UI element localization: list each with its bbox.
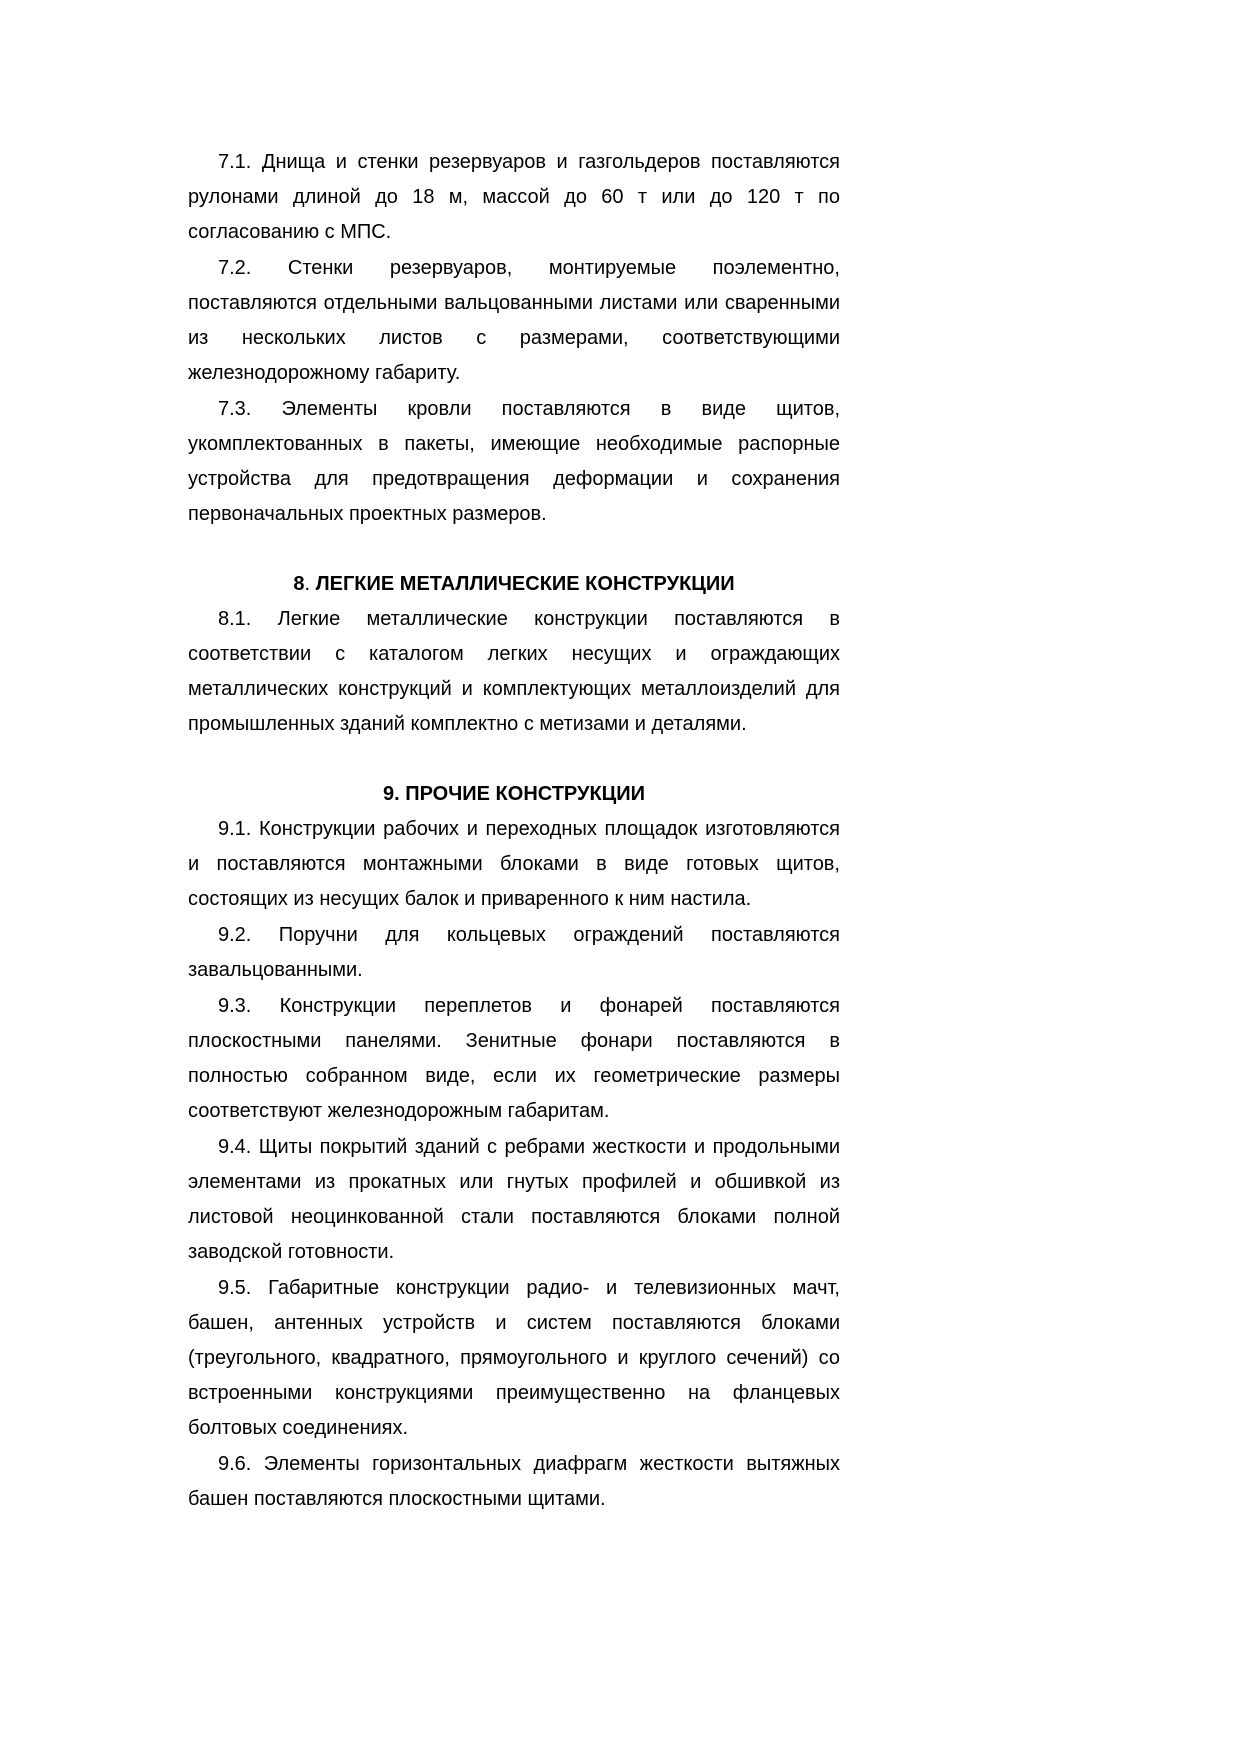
paragraph-8-1: 8.1. Легкие металлические конструкции поставляются в соответствии с каталогом легких несущих и ограждающих металлических конструкций и комплектующих металлоизделий для промышленных зданий комплектно с метизами и деталями. — [188, 608, 840, 735]
paragraph-9-4: 9.4. Щиты покрытий зданий с ребрами жесткости и продольными элементами из прокатных или гнутых профилей и обшивкой из листовой неоцинкованной стали поставляются блоками полной заводской готовности. — [188, 1136, 840, 1263]
document-page — [188, 145, 840, 1518]
paragraph-7-1: 7.1. Днища и стенки резервуаров и газгольдеров поставляются рулонами длиной до 18 м, массой до 60 т или до 120 т по согласованию с МПС. — [188, 151, 840, 243]
spacer — [188, 743, 840, 777]
paragraph-9-3: 9.3. Конструкции переплетов и фонарей поставляются плоскостными панелями. Зенитные фонари поставляются в полностью собранном виде, если их геометрические размеры соответствуют железнодорожным габаритам. — [188, 995, 840, 1122]
paragraph-9-5: 9.5. Габаритные конструкции радио- и телевизионных мачт, башен, антенных устройств и систем поставляются блоками (треугольного, квадратного, прямоугольного и круглого сечений) со встроенными конструкциями преимущественно на фланцевых болтовых соединениях. — [188, 1277, 840, 1439]
paragraph-9-1: 9.1. Конструкции рабочих и переходных площадок изготовляются и поставляются монтажными блоками в виде готовых щитов, состоящих из несущих балок и приваренного к ним настила. — [188, 818, 840, 910]
paragraph-7-2: 7.2. Стенки резервуаров, монтируемые поэлементно, поставляются отдельными вальцованными листами или сваренными из нескольких листов с размерами, соответствующими железнодорожному габариту. — [188, 257, 840, 384]
section-8-heading-number: 8 — [293, 573, 305, 595]
section-7 — [188, 145, 840, 532]
paragraph-7-3: 7.3. Элементы кровли поставляются в виде щитов, укомплектованных в пакеты, имеющие необходимые распорные устройства для предотвращения деформации и сохранения первоначальных проектных размеров. — [188, 398, 840, 525]
paragraph-9-6: 9.6. Элементы горизонтальных диафрагм жесткости вытяжных башен поставляются плоскостными щитами. — [188, 1453, 840, 1510]
paragraph-9-2: 9.2. Поручни для кольцевых ограждений поставляются завальцованными. — [188, 924, 840, 981]
section-8-heading — [188, 567, 840, 602]
section-8 — [188, 567, 840, 742]
section-8-heading-dot: . — [304, 573, 311, 595]
section-8-heading-title: ЛЕГКИЕ МЕТАЛЛИЧЕСКИЕ КОНСТРУКЦИИ — [310, 573, 735, 595]
section-9-heading: 9. ПРОЧИЕ КОНСТРУКЦИИ — [382, 783, 646, 805]
spacer — [188, 533, 840, 567]
section-9 — [188, 777, 840, 1517]
